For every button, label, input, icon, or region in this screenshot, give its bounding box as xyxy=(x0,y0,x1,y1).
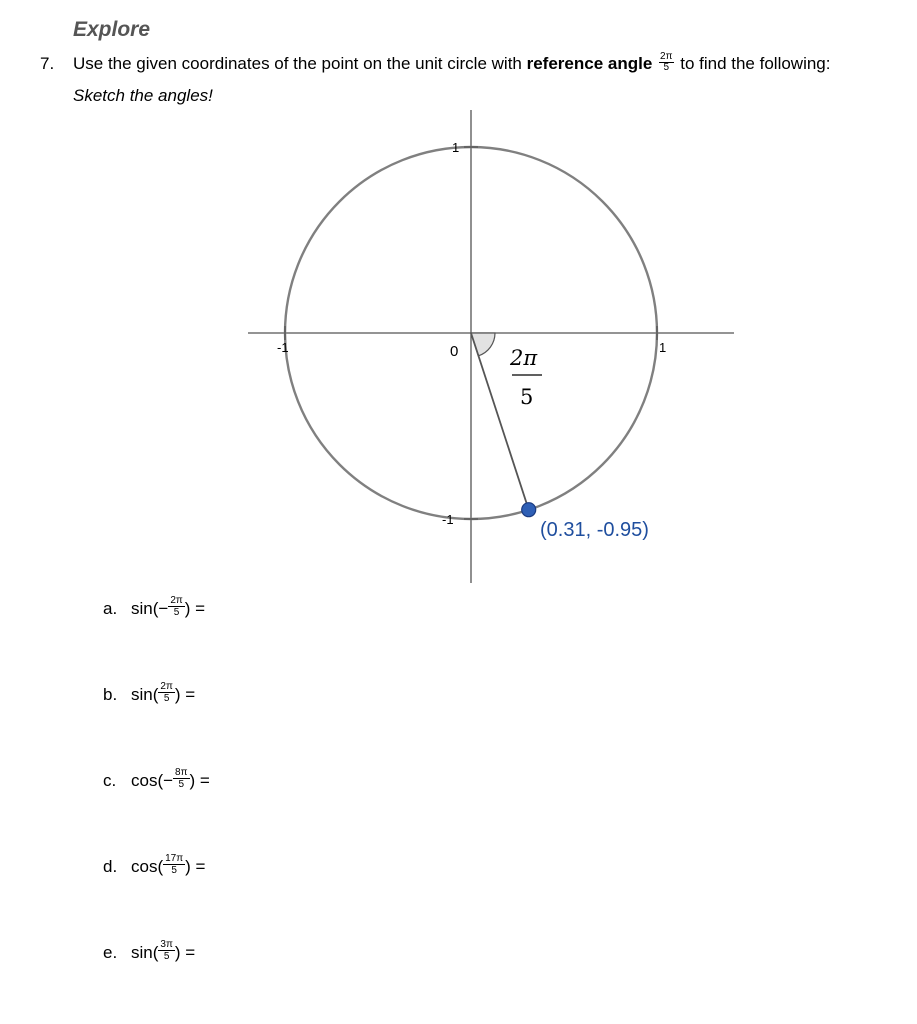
part-d-label: d. xyxy=(103,856,118,876)
question-text-before: Use the given coordinates of the point on the unit circle with xyxy=(73,54,527,73)
part-a-label: a. xyxy=(103,598,118,618)
part-e-function: sin( xyxy=(131,942,159,962)
question-number: 7. xyxy=(40,54,55,73)
part-b xyxy=(103,681,196,707)
part-b-numerator: 2π xyxy=(160,681,173,692)
part-c-numerator: 8π xyxy=(175,767,188,778)
part-b-denominator: 5 xyxy=(163,693,170,704)
instruction-text: Sketch the angles! xyxy=(73,86,213,105)
part-a-fraction xyxy=(168,595,184,618)
question-bold-text: reference angle xyxy=(526,54,653,73)
part-b-label: b. xyxy=(103,684,118,704)
part-d-numerator: 17π xyxy=(165,853,184,864)
part-e-fraction xyxy=(158,939,174,962)
part-d-denominator: 5 xyxy=(171,865,177,876)
part-d-fraction xyxy=(163,853,185,876)
part-b-close: ) = xyxy=(174,684,196,704)
part-c-function: cos(− xyxy=(131,770,174,790)
angle-label-denominator: 5 xyxy=(520,385,534,409)
tick-label-pos-x: 1 xyxy=(659,340,667,355)
angle-label-numerator: 2π xyxy=(510,346,538,370)
part-c-close: ) = xyxy=(189,770,210,790)
section-heading: Explore xyxy=(73,18,151,41)
tick-label-neg-x: -1 xyxy=(277,340,289,355)
reference-angle-denominator: 5 xyxy=(663,62,670,74)
origin-label: 0 xyxy=(450,343,459,360)
part-c-label: c. xyxy=(103,770,117,790)
part-e-close: ) = xyxy=(174,942,196,962)
part-c-denominator: 5 xyxy=(178,779,185,790)
tick-label-pos-y: 1 xyxy=(452,140,460,155)
part-a-function: sin(− xyxy=(131,598,169,618)
terminal-point xyxy=(522,503,536,517)
part-c-fraction xyxy=(173,767,189,790)
part-a xyxy=(103,595,206,621)
part-d-close: ) = xyxy=(185,856,206,876)
part-a-denominator: 5 xyxy=(173,607,180,618)
question-text-after: to find the following: xyxy=(675,54,831,73)
point-coordinate-label: (0.31, -0.95) xyxy=(540,519,649,541)
part-c xyxy=(103,767,210,793)
part-b-fraction xyxy=(158,681,174,704)
tick-label-neg-y: -1 xyxy=(442,512,454,527)
part-b-function: sin( xyxy=(131,684,159,704)
part-d-function: cos( xyxy=(131,856,164,876)
part-e-numerator: 3π xyxy=(160,939,173,950)
reference-angle-numerator: 2π xyxy=(660,51,673,63)
part-e-label: e. xyxy=(103,942,118,962)
part-e xyxy=(103,939,196,965)
part-a-close: ) = xyxy=(184,598,206,618)
part-d xyxy=(103,853,206,879)
part-e-denominator: 5 xyxy=(163,951,170,962)
part-a-numerator: 2π xyxy=(170,595,183,606)
